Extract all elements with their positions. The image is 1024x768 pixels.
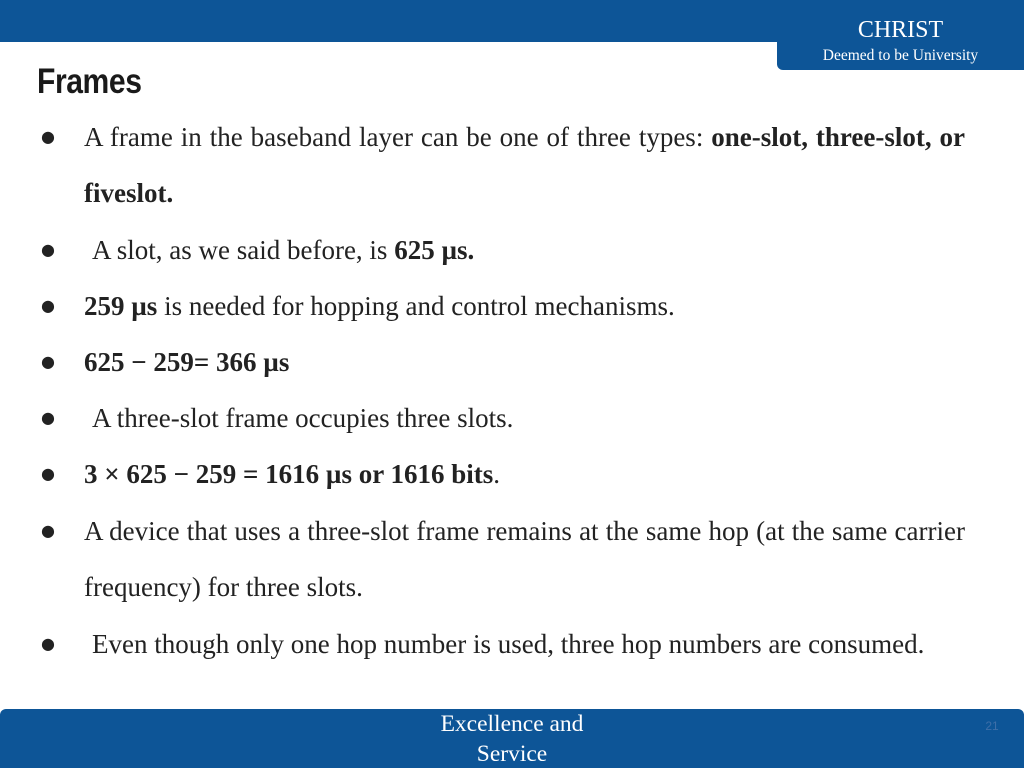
bullet-bold-text: one-slot, three-slot, or fiveslot. — [84, 122, 966, 208]
brand-name: CHRIST — [857, 17, 944, 43]
footer-bar — [0, 709, 1024, 768]
bullet-hop-numbers — [84, 616, 965, 672]
bullet-text: Even though only one hop number is used, three hop numbers are consumed. — [92, 629, 925, 659]
bullet-three-slot — [84, 390, 965, 446]
slide-title: Frames — [37, 62, 142, 101]
bullet-bold-text: 259 µs — [84, 291, 158, 321]
bullet-three-slot-calc — [84, 446, 965, 502]
footer-motto: Excellence and Service — [440, 711, 584, 767]
bullet-text: . — [493, 459, 500, 489]
bullet-text: A three-slot frame occupies three slots. — [92, 403, 514, 433]
bullet-text: A device that uses a three-slot frame remains at the same hop (at the same carrier frequency) for three slots. — [84, 516, 965, 602]
bullet-hopping-time — [84, 278, 965, 334]
bullet-bold-text: 625 − 259= 366 µs — [84, 347, 290, 377]
bullet-bold-text: 625 µs. — [394, 235, 475, 265]
brand-tagline: Deemed to be University — [822, 47, 979, 64]
bullet-single-slot-calc — [84, 334, 965, 390]
bullet-text: A frame in the baseband layer can be one of three types: — [84, 122, 712, 152]
slide-number: 21 — [985, 719, 999, 733]
bullet-text: A slot, as we said before, is — [92, 235, 395, 265]
bullet-frame-types — [84, 109, 965, 221]
bullet-slot-duration — [84, 222, 965, 278]
bullet-bold-text: 3 × 625 − 259 = 1616 µs or 1616 bits — [84, 459, 494, 489]
bullet-text: is needed for hopping and control mechanisms. — [157, 291, 675, 321]
bullet-same-hop — [84, 503, 965, 615]
